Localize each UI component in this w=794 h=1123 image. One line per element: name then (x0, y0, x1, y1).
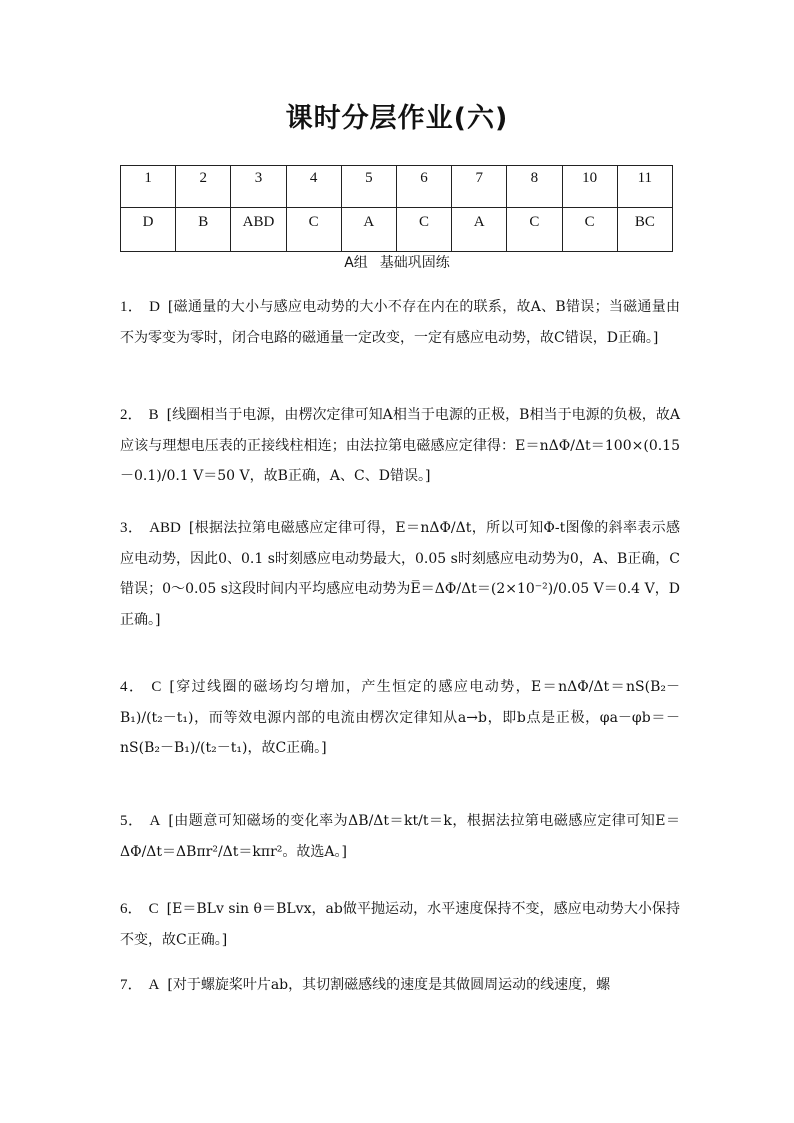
question-number-cell: 10 (562, 166, 617, 208)
group-heading (0, 252, 794, 272)
question-5 (120, 806, 680, 867)
question-number-cell: 2 (176, 166, 231, 208)
question-answer: C (151, 679, 162, 695)
question-answer: B (148, 407, 159, 423)
question-number-cell: 4 (286, 166, 341, 208)
page-title: 课时分层作业(六) (285, 103, 509, 134)
answer-cell: C (396, 208, 451, 252)
group-label: A组 (344, 255, 368, 271)
answer-cell: D (121, 208, 176, 252)
question-number: 1． (120, 299, 144, 315)
question-7 (120, 970, 680, 1001)
question-explanation: [穿过线圈的磁场均匀增加，产生恒定的感应电动势，E＝nΔΦ/Δt＝nS(B₂－B₁)/(t₂－t₁)，而等效电源内部的电流由楞次定律知从a→b，即b点是正极，φa－φb＝－nS(B₂－B₁)/(t₂－t₁)，故C正确。] (120, 679, 680, 756)
question-4 (120, 672, 680, 764)
question-explanation: [由题意可知磁场的变化率为ΔB/Δt＝kt/t＝k，根据法拉第电磁感应定律可知E＝ΔΦ/Δt＝ΔBπr²/Δt＝kπr²。故选A。] (120, 813, 680, 860)
question-answer: ABD (149, 520, 181, 536)
question-answer: A (148, 977, 160, 993)
question-answer: A (149, 813, 161, 829)
question-2 (120, 400, 680, 492)
question-number: 4． (120, 679, 146, 695)
question-number: 2． (120, 407, 143, 423)
group-name: 基础巩固练 (379, 255, 450, 271)
question-3 (120, 513, 680, 635)
question-answer: C (148, 901, 159, 917)
question-number-cell: 7 (452, 166, 507, 208)
question-number-cell: 1 (121, 166, 176, 208)
question-answer: D (149, 299, 160, 315)
question-explanation: [根据法拉第电磁感应定律可得，E＝nΔΦ/Δt，所以可知Φ-t图像的斜率表示感应电动势，因此0、0.1 s时刻感应电动势最大，0.05 s时刻感应电动势为0，A、B正确，C错误；0～0.05 s这段时间内平均感应电动势为E̅＝ΔΦ/Δt＝(2×10⁻²)/0.05 V＝0.4 V，D正确。] (120, 520, 680, 628)
question-explanation: [线圈相当于电源，由楞次定律可知A相当于电源的正极，B相当于电源的负极，故A应该与理想电压表的正接线柱相连；由法拉第电磁感应定律得：E＝nΔΦ/Δt＝100×(0.15－0.1)/0.1 V＝50 V，故B正确，A、C、D错误。] (120, 407, 680, 484)
question-number-cell: 11 (617, 166, 672, 208)
question-1 (120, 292, 680, 353)
answer-cell: C (562, 208, 617, 252)
question-number-cell: 6 (396, 166, 451, 208)
answer-cell: C (286, 208, 341, 252)
answer-row (121, 208, 673, 252)
question-6 (120, 894, 680, 955)
answer-cell: A (452, 208, 507, 252)
question-explanation: [E＝BLv sin θ＝BLvx，ab做平抛运动，水平速度保持不变，感应电动势大小保持不变，故C正确。] (120, 901, 680, 948)
question-number-cell: 8 (507, 166, 562, 208)
answer-table (120, 165, 673, 252)
answer-cell: ABD (231, 208, 286, 252)
question-number: 3． (120, 520, 144, 536)
answer-cell: C (507, 208, 562, 252)
question-number: 7． (120, 977, 143, 993)
question-number-cell: 5 (341, 166, 396, 208)
answer-cell: A (341, 208, 396, 252)
question-explanation: [磁通量的大小与感应电动势的大小不存在内在的联系，故A、B错误；当磁通量由不为零变为零时，闭合电路的磁通量一定改变，一定有感应电动势，故C错误，D正确。] (120, 299, 680, 346)
question-number-cell: 3 (231, 166, 286, 208)
question-number: 6． (120, 901, 143, 917)
question-explanation: [对于螺旋桨叶片ab，其切割磁感线的速度是其做圆周运动的线速度，螺 (167, 977, 611, 993)
answer-cell: B (176, 208, 231, 252)
answer-cell: BC (617, 208, 672, 252)
question-number-row (121, 166, 673, 208)
question-number: 5． (120, 813, 144, 829)
